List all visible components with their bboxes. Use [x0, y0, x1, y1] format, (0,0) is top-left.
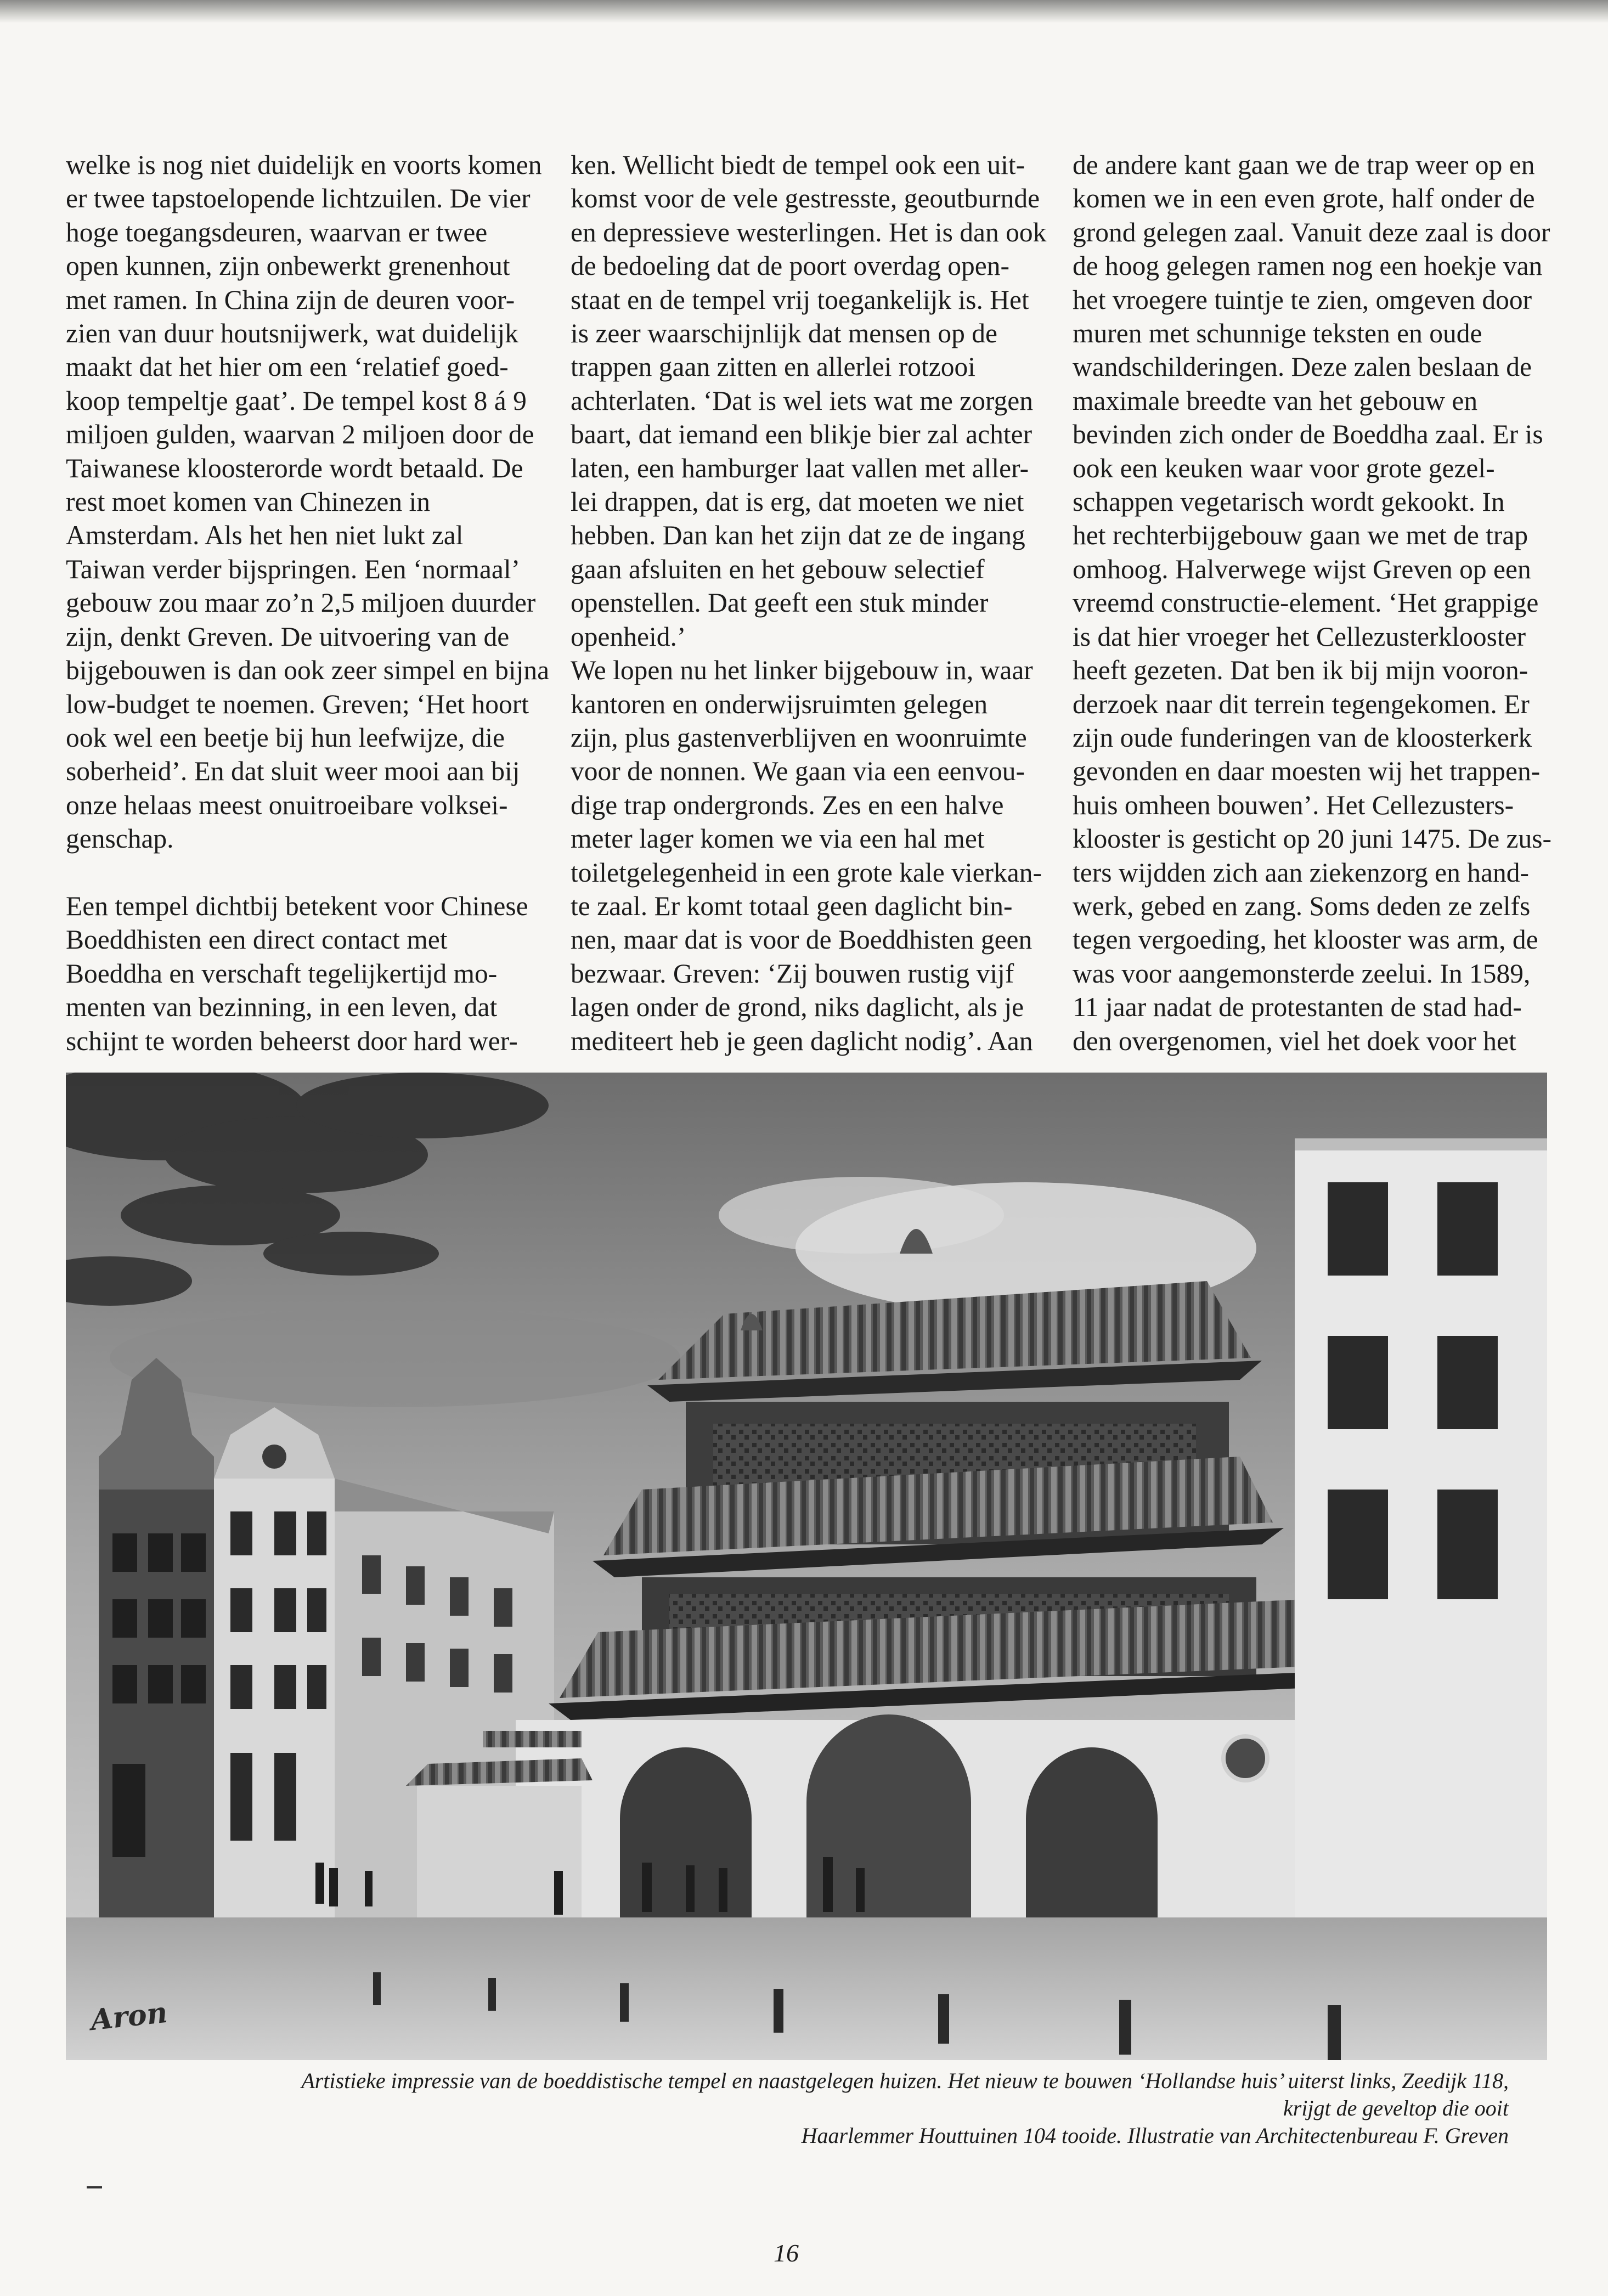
page-mark — [87, 2186, 102, 2188]
top-scan-edge — [0, 0, 1608, 23]
article-column-3: de andere kant gaan we de trap weer op en komen we in een even grote, half onder de grond gelegen zaal. Vanuit deze zaal is door de hoog gelegen ramen nog een hoekje van het vroegere tuintje te zien, omgeven door muren met schunnige teksten en oude wandschilderingen. Deze zalen beslaan de maximale breedte van het gebouw en bevinden zich onder de Boeddha zaal. Er is ook een keuken waar voor grote gezel- schappen vegetarisch wordt gekookt. In het rechterbijgebouw gaan we met de trap omhoog. Halverwege wijst Greven op een vreemd constructie-element. ‘Het grappige is dat hier vroeger het Cellezusterklooster heeft gezeten. Dat ben ik bij mijn vooron- derzoek naar dit terrein tegengekomen. Er zijn oude funderingen van de kloosterkerk gevonden en daar moesten wij het trappen- huis omheen bouwen’. Het Cellezusters- klooster is gesticht op 20 juni 1475. De zus- ters wijdden zich aan ziekenzorg en hand- werk, gebed en zang. Soms deden ze zelfs tegen vergoeding, het klooster was arm, de was voor aangemonsterde zeelui. In 1589, 11 jaar nadat de protestanten de stad had- den overgenomen, viel het doek voor het — [1073, 150, 1552, 1056]
street — [66, 1917, 1547, 2060]
illustration-caption: Artistieke impressie van de boeddistische tempel en naastgelegen huizen. Het nieuw te bouwen ‘Hollandse huis’ uiterst links, Zeedijk 118, krijgt de geveltop die ooit Haarlemmer Houttuinen 104 tooide. Illustratie van Architectenbureau F. Greven — [301, 2068, 1509, 2148]
right-tall-building — [1295, 1138, 1547, 1928]
artist-signature: Aron — [89, 1995, 170, 2038]
article-column-1: welke is nog niet duidelijk en voorts komen er twee tapstoelopende lichtzuilen. De vier hoge toegangsdeuren, waarvan er twee open kunnen, zijn onbewerkt grenenhout met ramen. In China zijn de deuren voor- zien van duur houtsnijwerk, wat duidelijk maakt dat het hier om een ‘relatief goed- koop tempeltje gaat’. De tempel kost 8 á 9 miljoen gulden, waarvan 2 miljoen door de Taiwanese kloosterorde wordt betaald. De rest moet komen van Chinezen in Amsterdam. Als het hen niet lukt zal Taiwan verder bijspringen. Een ‘normaal’ gebouw zou maar zo’n 2,5 miljoen duurder zijn, denkt Greven. De uitvoering van de bijgebouwen is dan ook zeer simpel en bijna low-budget te noemen. Greven; ‘Het hoort ook wel een beetje bij hun leefwijze, die soberheid’. En dat sluit weer mooi aan bij onze helaas meest onuitroeibare volksei- genschap. Een tempel dichtbij betekent voor Chinese Boeddhisten een direct contact met Boeddha en verschaft tegelijkertijd mo- menten van bezinning, in een leven, dat schijnt te worden beheerst door hard wer- — [66, 150, 550, 1056]
page-number: 16 — [774, 2239, 799, 2267]
gabled-canal-house — [99, 1358, 214, 1917]
article-column-2: ken. Wellicht biedt de tempel ook een uit- komst voor de vele gestresste, geoutburnde en depressieve westerlingen. Het is dan ook de bedoeling dat de poort overdag open- staat en de tempel vrij toegankelijk is. Het is zeer waarschijnlijk dat mensen op de trappen gaan zitten en allerlei rotzooi achterlaten. ‘Dat is wel iets wat me zorgen baart, dat iemand een blikje bier zal achter laten, een hamburger laat vallen met aller- lei drappen, dat is erg, dat moeten we niet hebben. Dan kan het zijn dat ze de ingang gaan afsluiten en het gebouw selectief openstellen. Dat geeft een stuk minder openheid.’ We lopen nu het linker bijgebouw in, waar kantoren en onderwijsruimten gelegen zijn, plus gastenverblijven en woonruimte voor de nonnen. We gaan via een eenvou- dige trap ondergronds. Zes en een halve meter lager komen we via een hal met toiletgelegenheid in een grote kale vierkan- te zaal. Er komt totaal geen daglicht bin- nen, maar dat is voor de Boeddhisten geen bezwaar. Greven: ‘Zij bouwen rustig vijf lagen onder de grond, niks daglicht, als je mediteert heb je geen daglicht nodig’. Aan — [571, 150, 1047, 1056]
temple-illustration — [66, 1073, 1547, 2060]
cloud — [110, 1308, 680, 1407]
cloud — [719, 1177, 1004, 1254]
